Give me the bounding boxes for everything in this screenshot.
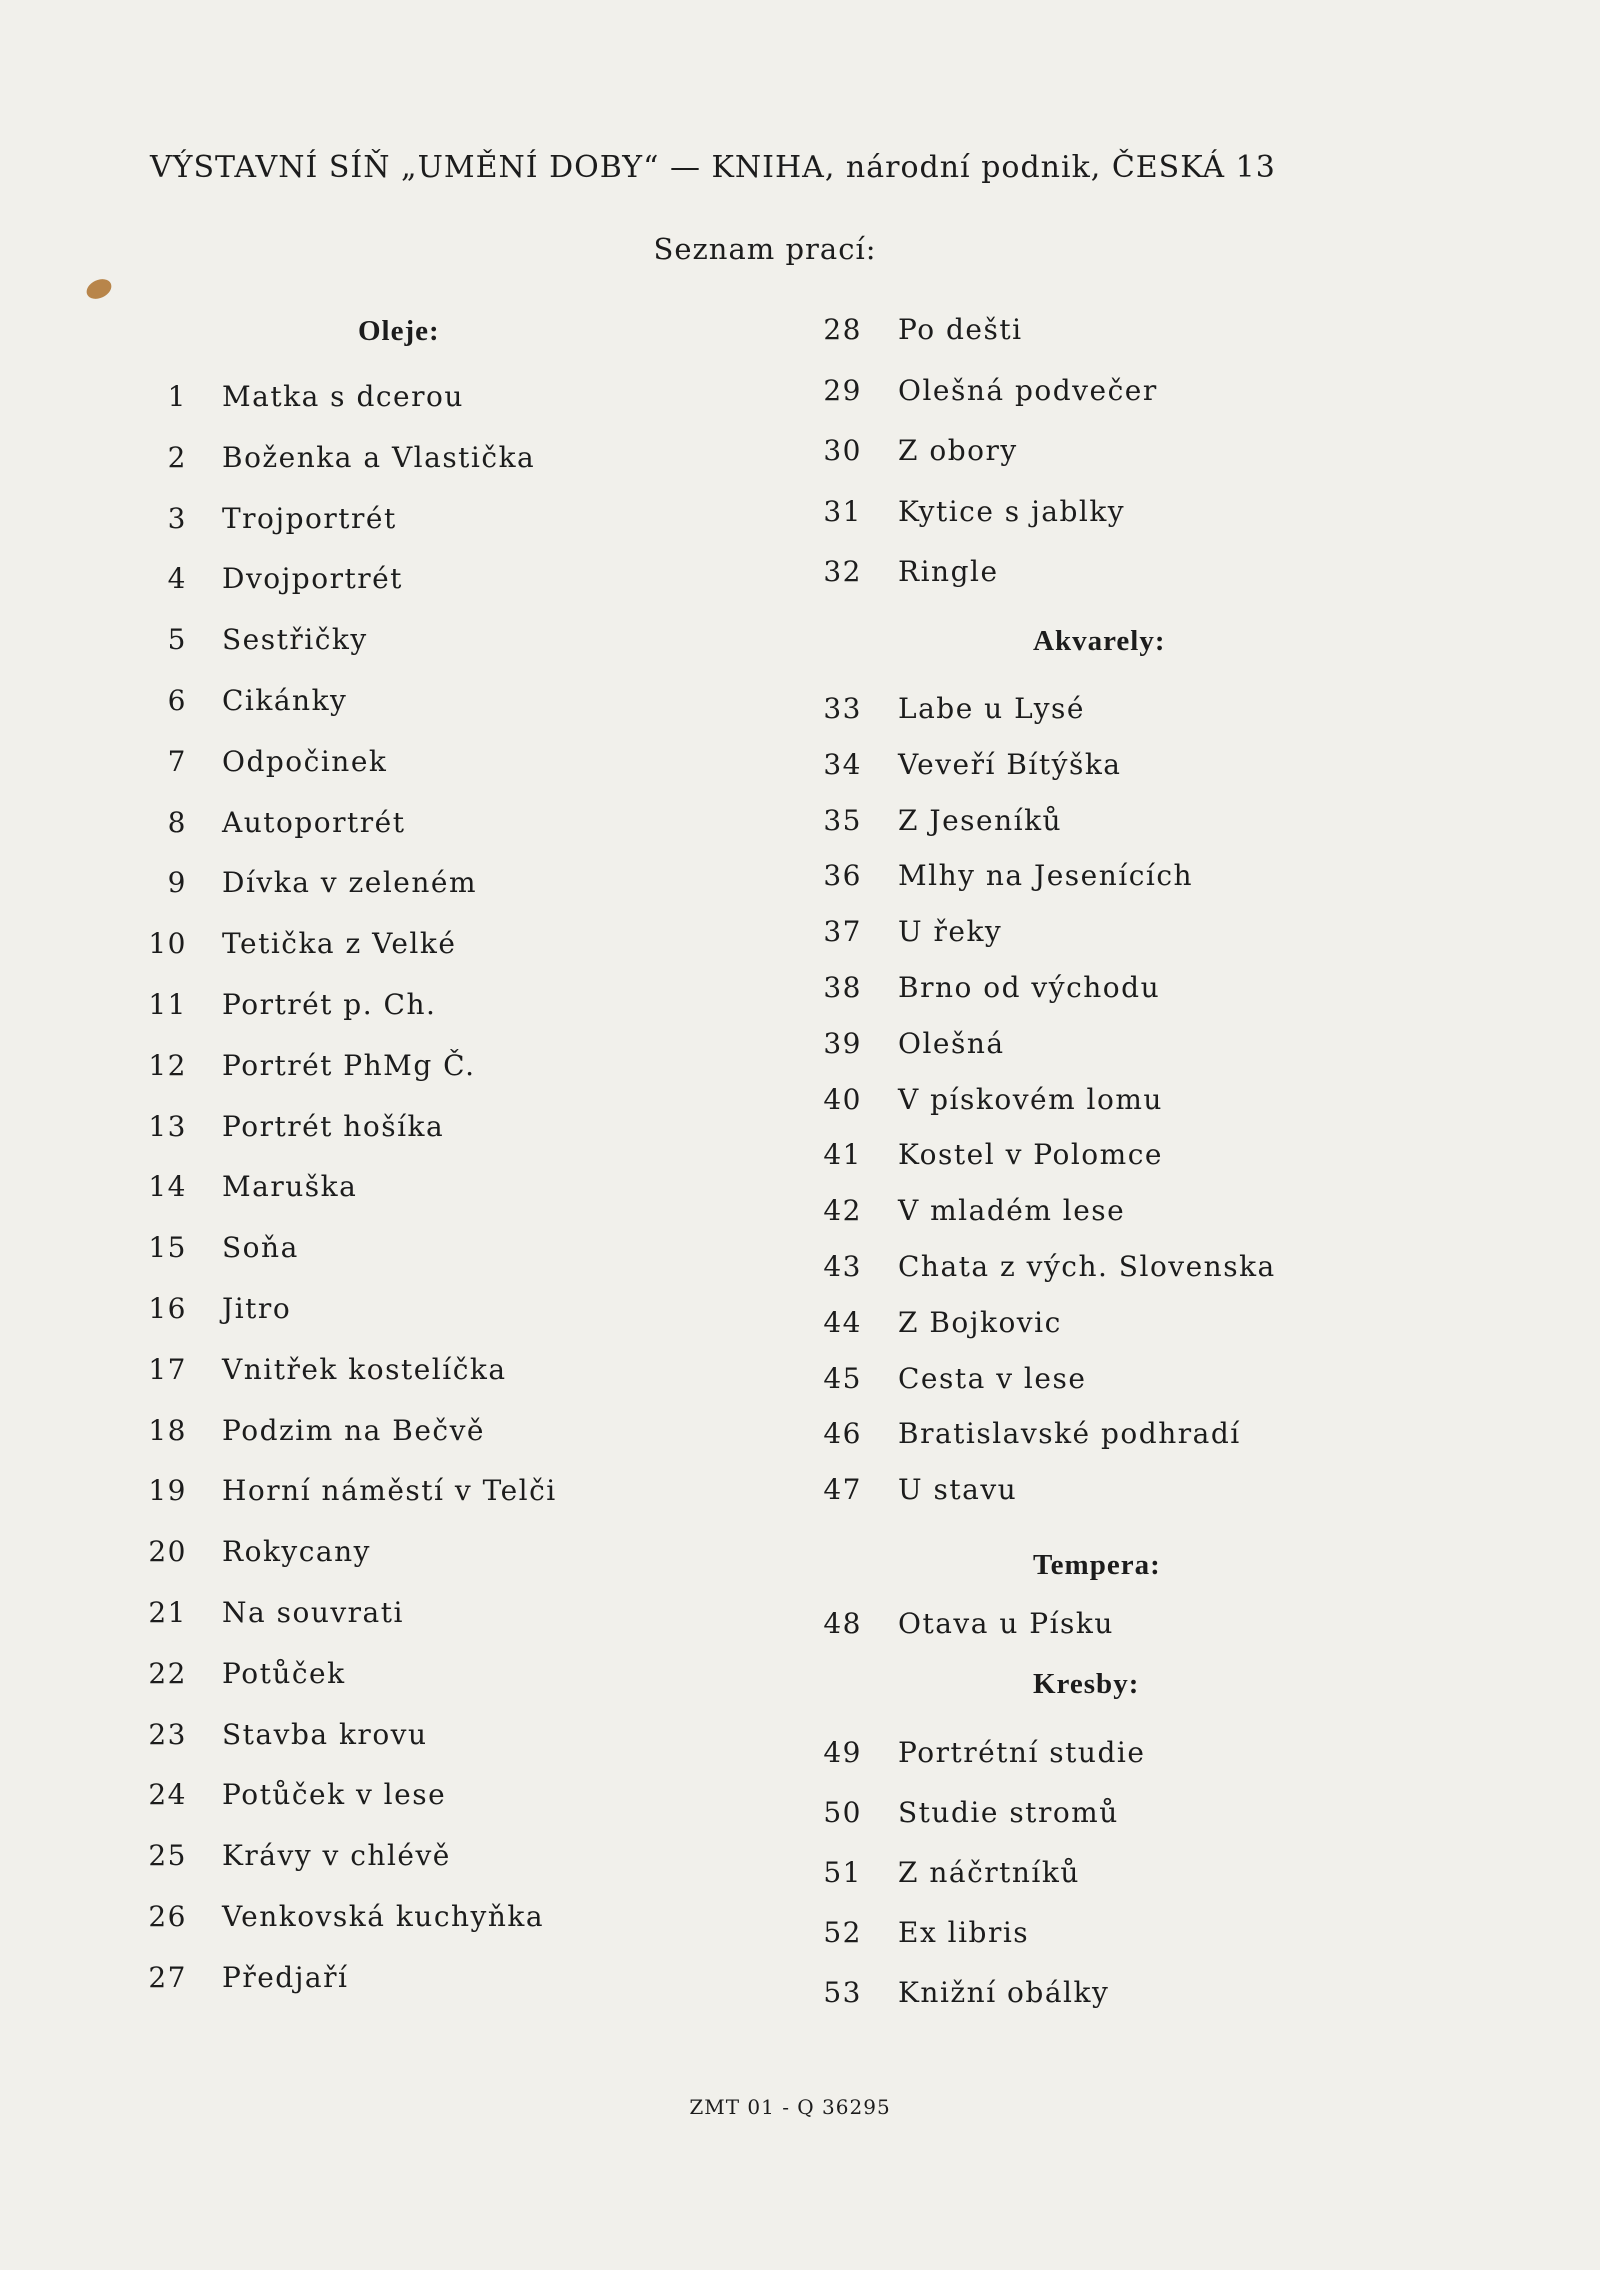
work-title: U řeky — [898, 915, 1003, 949]
work-number: 14 — [148, 1170, 187, 1204]
section-heading-akvarely: Akvarely: — [1033, 625, 1166, 657]
work-title: Dívka v zeleném — [222, 866, 478, 900]
work-number: 39 — [823, 1026, 862, 1060]
work-title: Dvojportrét — [222, 562, 403, 596]
work-list-item — [0, 1736, 1418, 1776]
work-title: Portrét PhMg Č. — [222, 1048, 476, 1082]
work-list-item — [0, 1473, 1418, 1513]
work-number: 2 — [167, 440, 187, 474]
work-list-item — [0, 748, 1418, 788]
work-title: Krávy v chlévě — [222, 1839, 451, 1873]
work-title: Z Bojkovic — [898, 1305, 1062, 1339]
work-list-item — [0, 374, 1418, 414]
work-title: V pískovém lomu — [898, 1082, 1163, 1116]
work-title: Otava u Písku — [898, 1607, 1114, 1640]
work-number: 17 — [148, 1352, 187, 1386]
work-number: 41 — [823, 1138, 862, 1172]
work-number: 27 — [148, 1960, 187, 1994]
work-number: 30 — [823, 434, 862, 467]
work-title: Z náčrtníků — [898, 1856, 1080, 1889]
work-title: Labe u Lysé — [898, 692, 1085, 725]
work-list-item — [0, 915, 1418, 955]
work-title: Cesta v lese — [898, 1361, 1087, 1395]
work-title: Mlhy na Jesenících — [898, 859, 1194, 893]
work-number: 7 — [167, 744, 187, 778]
work-number: 48 — [823, 1607, 862, 1640]
work-number: 35 — [823, 803, 862, 837]
work-list-item — [0, 692, 1418, 732]
paper-stain — [83, 275, 114, 302]
work-number: 12 — [148, 1048, 187, 1082]
work-number: 28 — [823, 313, 862, 346]
work-number: 20 — [148, 1535, 187, 1569]
page-header: VÝSTAVNÍ SÍŇ „UMĚNÍ DOBY“ — KNIHA, národní podnik, ČESKÁ 13 — [150, 150, 1276, 185]
work-number: 4 — [167, 562, 187, 596]
work-title: Knižní obálky — [898, 1976, 1110, 2009]
work-number: 46 — [823, 1417, 862, 1451]
work-title: Potůček — [222, 1656, 346, 1690]
work-list-item — [0, 804, 1418, 844]
work-title: Portrétní studie — [898, 1736, 1146, 1769]
work-number: 37 — [823, 915, 862, 949]
work-title: Autoportrét — [222, 805, 406, 839]
work-title: Portrét hošíka — [222, 1109, 445, 1143]
work-list-item — [0, 495, 1418, 535]
work-number: 43 — [823, 1250, 862, 1283]
work-list-item — [0, 1306, 1418, 1346]
work-title: Maruška — [222, 1170, 358, 1204]
work-title: Studie stromů — [898, 1796, 1119, 1829]
work-number: 52 — [823, 1916, 862, 1949]
work-number: 16 — [148, 1292, 187, 1325]
work-title: Jitro — [222, 1292, 292, 1325]
work-title: Cikánky — [222, 684, 348, 717]
work-title: Podzim na Bečvě — [222, 1413, 485, 1447]
work-number: 45 — [823, 1361, 862, 1395]
work-list-item — [0, 1976, 1418, 2016]
work-title: Soňa — [222, 1231, 299, 1265]
work-number: 42 — [823, 1194, 862, 1228]
work-list-item — [0, 1657, 742, 1697]
work-number: 22 — [148, 1656, 187, 1690]
work-number: 5 — [167, 623, 187, 657]
work-number: 23 — [148, 1717, 187, 1751]
work-number: 6 — [167, 684, 187, 717]
work-number: 33 — [823, 692, 862, 725]
work-number: 8 — [167, 805, 187, 839]
work-number: 44 — [823, 1305, 862, 1339]
print-code: ZMT 01 - Q 36295 — [689, 2095, 891, 2119]
work-number: 38 — [823, 971, 862, 1004]
work-title: Kostel v Polomce — [898, 1138, 1163, 1172]
work-number: 24 — [148, 1778, 187, 1812]
work-number: 18 — [148, 1413, 187, 1447]
work-list-item — [0, 1417, 1418, 1457]
work-list-item — [0, 1194, 1418, 1234]
work-title: Kytice s jablky — [898, 494, 1126, 528]
work-title: V mladém lese — [898, 1194, 1126, 1228]
work-title: Brno od východu — [898, 971, 1161, 1004]
work-title: U stavu — [898, 1473, 1018, 1507]
work-list-item — [0, 1083, 1418, 1123]
work-number: 10 — [148, 927, 187, 961]
work-title: Portrét p. Ch. — [222, 988, 437, 1021]
work-title: Boženka a Vlastička — [222, 440, 536, 474]
work-list-item — [0, 859, 1418, 899]
section-heading-kresby: Kresby: — [1033, 1668, 1140, 1700]
work-list-item — [0, 1250, 1418, 1290]
work-title: Ringle — [898, 555, 999, 588]
work-number: 51 — [823, 1856, 862, 1889]
work-title: Sestřičky — [222, 623, 368, 657]
section-heading-oleje: Oleje: — [358, 315, 440, 347]
work-title: Z obory — [898, 434, 1018, 467]
work-title: Bratislavské podhradí — [898, 1417, 1241, 1451]
work-title: Olešná — [898, 1026, 1005, 1060]
work-title: Chata z vých. Slovenska — [898, 1250, 1276, 1283]
work-number: 26 — [148, 1900, 187, 1933]
work-number: 40 — [823, 1082, 862, 1116]
work-title: Trojportrét — [222, 501, 397, 535]
work-title: Vnitřek kostelíčka — [222, 1352, 507, 1386]
work-title: Matka s dcerou — [222, 380, 464, 413]
work-number: 3 — [167, 501, 187, 535]
work-list-item — [0, 1535, 742, 1575]
work-number: 50 — [823, 1796, 862, 1829]
work-title: Z Jeseníků — [898, 803, 1063, 837]
work-title: Veveří Bítýška — [898, 747, 1122, 781]
section-heading-tempera: Tempera: — [1033, 1549, 1161, 1581]
work-title: Předjaří — [222, 1960, 349, 1994]
work-number: 15 — [148, 1231, 187, 1265]
work-title: Po dešti — [898, 313, 1023, 346]
work-list-item — [0, 1796, 1418, 1836]
work-number: 47 — [823, 1473, 862, 1507]
work-number: 13 — [148, 1109, 187, 1143]
work-list-item — [0, 434, 1418, 474]
work-title: Stavba krovu — [222, 1717, 428, 1751]
work-number: 29 — [823, 373, 862, 407]
work-title: Olešná podvečer — [898, 373, 1158, 407]
work-title: Venkovská kuchyňka — [222, 1900, 545, 1933]
work-number: 25 — [148, 1839, 187, 1873]
work-list-item — [0, 1916, 1418, 1956]
work-number: 53 — [823, 1976, 862, 2009]
work-number: 49 — [823, 1736, 862, 1769]
work-title: Ex libris — [898, 1916, 1030, 1949]
work-list-item — [0, 555, 1418, 595]
work-number: 9 — [167, 866, 187, 900]
work-list-item — [0, 1138, 1418, 1178]
work-title: Rokycany — [222, 1535, 371, 1569]
work-list-item — [0, 313, 1418, 353]
work-title: Tetička z Velké — [222, 927, 457, 961]
work-number: 32 — [823, 555, 862, 588]
work-list-item — [0, 1362, 1418, 1402]
work-title: Na souvrati — [222, 1596, 404, 1629]
work-number: 31 — [823, 494, 862, 528]
work-title: Potůček v lese — [222, 1778, 447, 1812]
work-list-item — [0, 623, 742, 663]
work-number: 21 — [148, 1596, 187, 1629]
work-list-item — [0, 1027, 1418, 1067]
work-list-item — [0, 1607, 1418, 1647]
work-number: 34 — [823, 747, 862, 781]
work-number: 19 — [148, 1474, 187, 1508]
work-number: 1 — [167, 380, 187, 413]
page-subtitle: Seznam prací: — [653, 232, 877, 266]
work-number: 11 — [148, 988, 187, 1021]
work-list-item — [0, 1856, 1418, 1896]
work-title: Horní náměstí v Telči — [222, 1474, 557, 1508]
work-title: Odpočinek — [222, 744, 388, 778]
work-number: 36 — [823, 859, 862, 893]
work-list-item — [0, 971, 1418, 1011]
